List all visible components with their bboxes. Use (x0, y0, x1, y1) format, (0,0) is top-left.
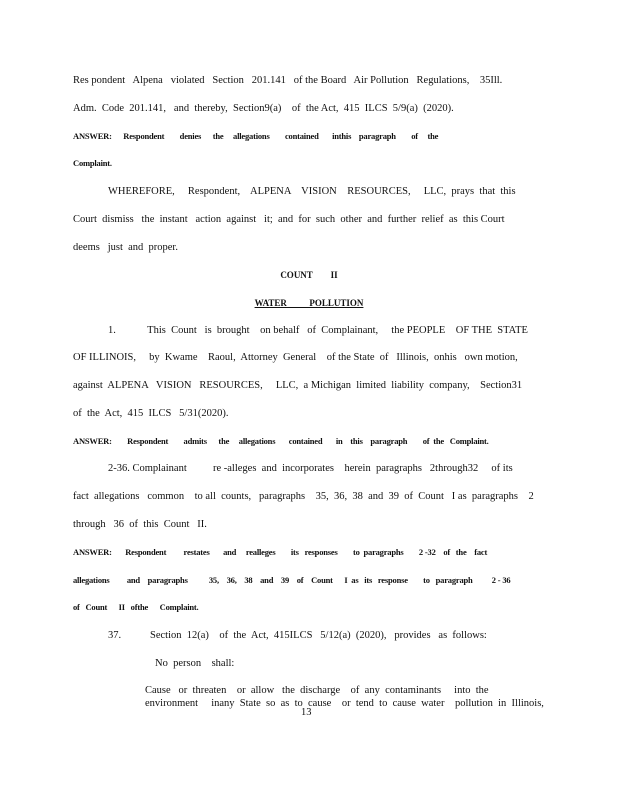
text-line: fact allegations common to all counts, paragraphs 35, 36, 38 and 39 of Count I as paragraphs 2 (73, 491, 534, 502)
text-line: 1. This Count is brought on behalf of Complainant, the PEOPLE OF THE STATE (108, 325, 528, 336)
text-line: Adm. Code 201.141, and thereby, Section9(a) of the Act, 415 ILCS 5/9(a) (2020). (73, 103, 454, 114)
text-line: through 36 of this Count II. (73, 519, 207, 530)
quote-line: No person shall: (155, 658, 235, 669)
section-heading: WATER POLLUTION (254, 298, 364, 308)
text-line: of the Act, 415 ILCS 5/31(2020). (73, 408, 229, 419)
page-number: 13 (301, 707, 312, 718)
answer-line: ANSWER: Respondent admits the allegations contained in this paragraph of the Complaint. (73, 436, 489, 446)
quote-line: Cause or threaten or allow the discharge of any contaminants into the (145, 685, 489, 696)
text-line: Court dismiss the instant action against it; and for such other and further relief as this Court (73, 214, 505, 225)
text-line: Res pondent Alpena violated Section 201.141 of the Board Air Pollution Regulations, 35Ill. (73, 75, 503, 86)
text-line: WHEREFORE, Respondent, ALPENA VISION RESOURCES, LLC, prays that this (108, 186, 516, 197)
text-line: 2-36. Complainant re -alleges and incorporates herein paragraphs 2through32 of its (108, 463, 513, 474)
text-line: against ALPENA VISION RESOURCES, LLC, a Michigan limited liability company, Section31 (73, 380, 523, 391)
text-line: 37. Section 12(a) of the Act, 415ILCS 5/12(a) (2020), provides as follows: (108, 630, 487, 641)
text-line: OF ILLINOIS, by Kwame Raoul, Attorney General of the State of Illinois, onhis own motion, (73, 352, 518, 363)
answer-line: of Count II ofthe Complaint. (73, 602, 199, 612)
answer-line: Complaint. (73, 158, 112, 168)
answer-line: ANSWER: Respondent restates and realleges its responses to paragraphs 2 -32 of the fact (73, 547, 488, 557)
count-heading: COUNT II (280, 270, 338, 280)
answer-line: allegations and paragraphs 35, 36, 38 and 39 of Count I as its response to paragraph 2 - 36 (73, 575, 511, 585)
text-line: deems just and proper. (73, 242, 178, 253)
quote-line: environment inany State so as to cause or tend to cause water pollution in Illinois, (145, 698, 544, 709)
answer-line: ANSWER: Respondent denies the allegations contained inthis paragraph of the (73, 131, 439, 141)
